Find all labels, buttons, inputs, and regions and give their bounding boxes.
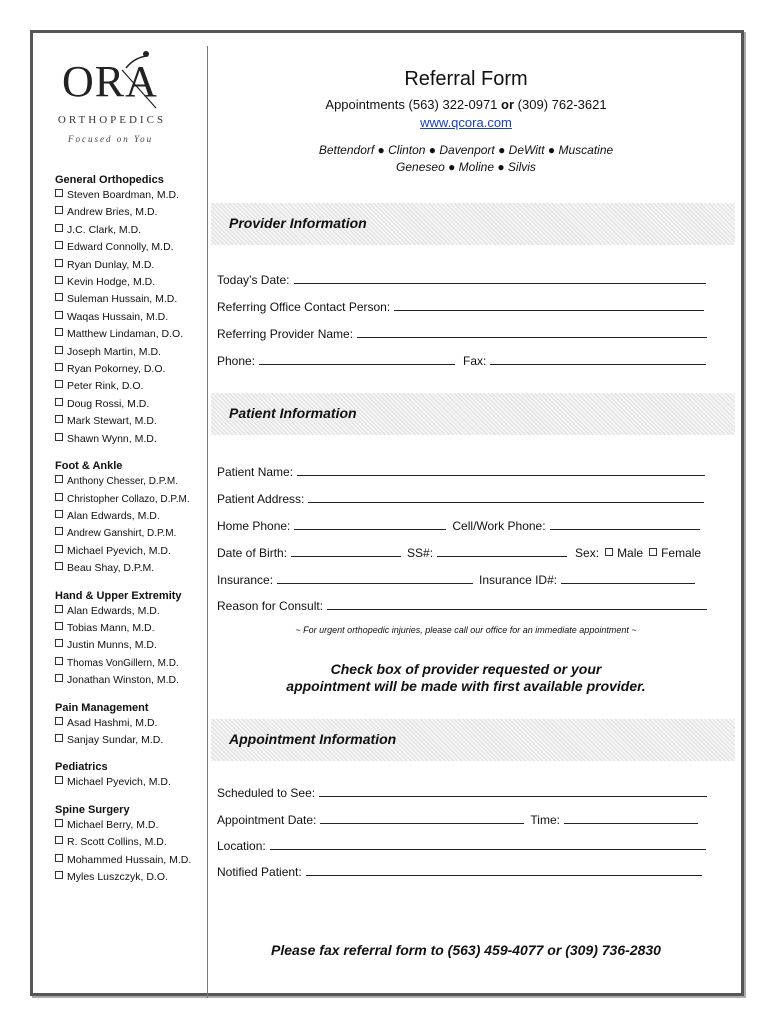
reason-field[interactable] (217, 599, 707, 613)
provider-name: Michael Berry, M.D. (67, 818, 159, 831)
provider-option[interactable] (55, 309, 205, 326)
provider-checkbox[interactable] (55, 854, 63, 862)
provider-checkbox[interactable] (55, 398, 63, 406)
notified-field[interactable] (217, 865, 702, 879)
appointment-section-title: Appointment Information (229, 731, 397, 747)
sidebar-section-title: Pediatrics (55, 761, 108, 774)
provider-option[interactable] (55, 672, 205, 689)
logo-wordmark: ORA (62, 57, 158, 106)
patient-section-band (211, 393, 735, 435)
provider-checkbox[interactable] (55, 276, 63, 284)
provider-option[interactable] (55, 869, 205, 886)
form-header (216, 68, 716, 176)
reason-line[interactable] (327, 599, 707, 610)
provider-name: Andrew Ganshirt, D.P.M. (67, 528, 177, 540)
urgent-note: ~ For urgent orthopedic injuries, please call our office for an immediate appointment ~ (295, 625, 637, 635)
scheduled-field[interactable] (217, 786, 707, 800)
locations-line-2: Geneseo ● Moline ● Silvis (396, 160, 536, 174)
provider-checkbox[interactable] (55, 224, 63, 232)
provider-option[interactable] (55, 222, 205, 239)
provider-checkbox[interactable] (55, 639, 63, 647)
provider-checkbox[interactable] (55, 510, 63, 518)
todays-date-label: Today’s Date: (217, 273, 290, 287)
appointments-line (216, 97, 716, 112)
dob-line[interactable] (291, 546, 401, 557)
phones-field[interactable] (217, 519, 700, 533)
phone-line[interactable] (259, 354, 455, 365)
provider-option[interactable] (55, 525, 205, 542)
sidebar-section-title: Hand & Upper Extremity (55, 589, 182, 602)
locations-line-1: Bettendorf ● Clinton ● Davenport ● DeWitt ● Muscatine (318, 143, 614, 157)
provider-option[interactable] (55, 378, 205, 395)
insurance-field[interactable] (217, 573, 695, 587)
appointment-section-band (211, 719, 735, 761)
provider-checkbox[interactable] (55, 328, 63, 336)
check-note-line-2: appointment will be made with first available provider. (286, 678, 646, 694)
provider-name: Waqas Hussain, M.D. (67, 310, 169, 323)
provider-sidebar (55, 170, 205, 886)
provider-option[interactable] (55, 603, 205, 620)
male-label: Male (617, 546, 644, 560)
scheduled-label: Scheduled to See: (217, 786, 316, 800)
contact-person-label: Referring Office Contact Person: (217, 300, 391, 314)
provider-option[interactable] (55, 326, 205, 343)
provider-name: Asad Hashmi, M.D. (67, 716, 158, 729)
provider-checkbox[interactable] (55, 562, 63, 570)
appt-time-line[interactable] (564, 813, 698, 824)
todays-date-line[interactable] (294, 273, 706, 284)
notified-label: Notified Patient: (217, 865, 302, 879)
provider-option[interactable] (55, 560, 205, 577)
appt-date-label: Appointment Date: (217, 813, 317, 827)
provider-name: Mark Stewart, M.D. (67, 415, 157, 428)
provider-checkbox[interactable] (55, 657, 63, 665)
sidebar-section-title: Pain Management (55, 701, 149, 714)
provider-checkbox[interactable] (55, 380, 63, 388)
logo-subtitle: ORTHOPEDICS (57, 114, 167, 126)
provider-name-line[interactable] (357, 327, 707, 338)
provider-checkbox[interactable] (55, 776, 63, 784)
form-title: Referral Form (404, 68, 528, 90)
phone-label: Phone: (217, 354, 256, 368)
dob-label: Date of Birth: (217, 546, 288, 560)
provider-option[interactable] (55, 473, 205, 490)
provider-option[interactable] (55, 274, 205, 291)
insurance-id-line[interactable] (561, 573, 695, 584)
todays-date-field[interactable] (217, 273, 706, 287)
provider-option[interactable] (55, 491, 205, 508)
provider-checkbox[interactable] (55, 475, 63, 483)
provider-name: Alan Edwards, M.D. (67, 509, 160, 522)
home-phone-line[interactable] (294, 519, 446, 530)
provider-name-field[interactable] (217, 327, 707, 341)
patient-name-line[interactable] (297, 465, 705, 476)
reason-label: Reason for Consult: (217, 599, 324, 613)
location-line[interactable] (270, 839, 706, 850)
patient-name-field[interactable] (217, 465, 705, 479)
ssn-label: SS#: (407, 546, 434, 560)
provider-checkbox[interactable] (55, 836, 63, 844)
appointments-phone-2: (309) 762-3621 (517, 97, 607, 112)
provider-option[interactable] (55, 655, 205, 672)
provider-option[interactable] (55, 715, 205, 732)
appt-time-label: Time: (530, 813, 560, 827)
provider-section-band (211, 203, 735, 245)
provider-name: Ryan Dunlay, M.D. (67, 258, 155, 271)
patient-section-title: Patient Information (229, 405, 357, 421)
provider-name: Michael Pyevich, M.D. (67, 544, 171, 557)
provider-checkbox[interactable] (55, 206, 63, 214)
provider-option[interactable] (55, 852, 205, 869)
insurance-id-label: Insurance ID#: (479, 573, 558, 587)
provider-option[interactable] (55, 204, 205, 221)
provider-checkbox[interactable] (55, 241, 63, 249)
patient-address-label: Patient Address: (217, 492, 305, 506)
provider-option[interactable] (55, 774, 205, 791)
provider-option[interactable] (55, 239, 205, 256)
provider-checkbox[interactable] (55, 433, 63, 441)
website-link[interactable]: www.qcora.com (420, 115, 512, 130)
insurance-line[interactable] (277, 573, 473, 584)
provider-checkbox[interactable] (55, 622, 63, 630)
provider-option[interactable] (55, 817, 205, 834)
male-checkbox[interactable] (605, 548, 613, 556)
appt-date-time-field[interactable] (217, 813, 698, 827)
provider-option[interactable] (55, 344, 205, 361)
appointments-phone-1: Appointments (563) 322-0971 (325, 97, 498, 112)
dob-ssn-sex-field[interactable] (217, 546, 701, 560)
female-checkbox[interactable] (649, 548, 657, 556)
insurance-label: Insurance: (217, 573, 274, 587)
provider-checkbox[interactable] (55, 259, 63, 267)
provider-checkbox[interactable] (55, 605, 63, 613)
provider-option[interactable] (55, 413, 205, 430)
provider-option[interactable] (55, 620, 205, 637)
provider-option[interactable] (55, 396, 205, 413)
fax-line[interactable] (490, 354, 706, 365)
logo-tagline: Focused on You (68, 134, 154, 144)
provider-checkbox[interactable] (55, 717, 63, 725)
provider-name: Anthony Chesser, D.P.M. (67, 476, 178, 488)
column-divider (207, 46, 208, 998)
provider-name: J.C. Clark, M.D. (67, 223, 142, 236)
provider-option[interactable] (55, 291, 205, 308)
check-note-line-1: Check box of provider requested or your (330, 661, 602, 677)
home-phone-label: Home Phone: (217, 519, 291, 533)
provider-name: Christopher Collazo, D.P.M. (67, 493, 190, 505)
provider-name: Kevin Hodge, M.D. (67, 276, 156, 289)
contact-person-field[interactable] (217, 300, 704, 314)
appt-date-line[interactable] (320, 813, 524, 824)
provider-name: Suleman Hussain, M.D. (67, 293, 178, 306)
provider-checkbox[interactable] (55, 415, 63, 423)
provider-checkbox[interactable] (55, 346, 63, 354)
fax-label: Fax: (463, 354, 487, 368)
provider-name: Shawn Wynn, M.D. (67, 432, 157, 445)
provider-checkbox[interactable] (55, 734, 63, 742)
ora-logo (56, 48, 176, 158)
provider-option[interactable] (55, 543, 205, 560)
provider-option[interactable] (55, 187, 205, 204)
provider-checkbox[interactable] (55, 493, 63, 501)
provider-name: Andrew Bries, M.D. (67, 206, 158, 219)
provider-name: Sanjay Sundar, M.D. (67, 733, 164, 746)
provider-checkbox[interactable] (55, 363, 63, 371)
provider-section-title: Provider Information (229, 215, 367, 231)
check-box-note (216, 661, 716, 695)
provider-checkbox[interactable] (55, 819, 63, 827)
scheduled-line[interactable] (319, 786, 707, 797)
provider-name: Michael Pyevich, M.D. (67, 776, 171, 789)
provider-checkbox[interactable] (55, 674, 63, 682)
patient-address-line[interactable] (308, 492, 704, 503)
female-label: Female (661, 546, 702, 560)
patient-address-field[interactable] (217, 492, 704, 506)
provider-name: Beau Shay, D.P.M. (67, 562, 155, 575)
provider-name: Edward Connolly, M.D. (67, 241, 174, 254)
provider-name-label: Referring Provider Name: (217, 327, 354, 341)
provider-name: Ryan Pokorney, D.O. (67, 363, 166, 376)
patient-name-label: Patient Name: (217, 465, 294, 479)
provider-name: Steven Boardman, M.D. (67, 189, 180, 201)
cell-phone-line[interactable] (550, 519, 700, 530)
provider-option[interactable] (55, 361, 205, 378)
sex-label: Sex: (575, 546, 600, 560)
provider-option[interactable] (55, 508, 205, 525)
sidebar-section-title: Spine Surgery (55, 803, 130, 816)
fax-note: Please fax referral form to (563) 459-4077 or (309) 736-2830 (271, 942, 661, 958)
sidebar-section-title: Foot & Ankle (55, 460, 123, 473)
provider-option[interactable] (55, 834, 205, 851)
contact-person-line[interactable] (394, 300, 704, 311)
provider-checkbox[interactable] (55, 527, 63, 535)
provider-checkbox[interactable] (55, 189, 63, 197)
provider-option[interactable] (55, 637, 205, 654)
provider-option[interactable] (55, 257, 205, 274)
provider-name: Mohammed Hussain, M.D. (67, 853, 192, 866)
provider-option[interactable] (55, 431, 205, 448)
provider-name: R. Scott Collins, M.D. (67, 836, 167, 849)
notified-line[interactable] (306, 865, 702, 876)
locations (216, 142, 716, 176)
phone-fax-field[interactable] (217, 354, 706, 368)
provider-name: Thomas VonGillern, M.D. (67, 657, 179, 669)
location-label: Location: (217, 839, 266, 853)
appointments-or: or (501, 97, 515, 112)
provider-name: Jonathan Winston, M.D. (67, 674, 180, 687)
provider-name: Matthew Lindaman, D.O. (67, 328, 184, 341)
provider-checkbox[interactable] (55, 545, 63, 553)
provider-option[interactable] (55, 732, 205, 749)
provider-name: Alan Edwards, M.D. (67, 604, 160, 617)
provider-name: Justin Munns, M.D. (67, 639, 157, 652)
location-field[interactable] (217, 839, 706, 853)
provider-name: Myles Luszczyk, D.O. (67, 871, 168, 883)
sidebar-section-title: General Orthopedics (55, 174, 164, 186)
provider-name: Doug Rossi, M.D. (67, 397, 150, 410)
provider-checkbox[interactable] (55, 293, 63, 301)
cell-phone-label: Cell/Work Phone: (452, 519, 546, 533)
ssn-line[interactable] (437, 546, 567, 557)
provider-name: Tobias Mann, M.D. (67, 621, 155, 634)
provider-checkbox[interactable] (55, 871, 63, 879)
provider-name: Peter Rink, D.O. (67, 380, 144, 393)
provider-name: Joseph Martin, M.D. (67, 345, 161, 358)
provider-checkbox[interactable] (55, 311, 63, 319)
